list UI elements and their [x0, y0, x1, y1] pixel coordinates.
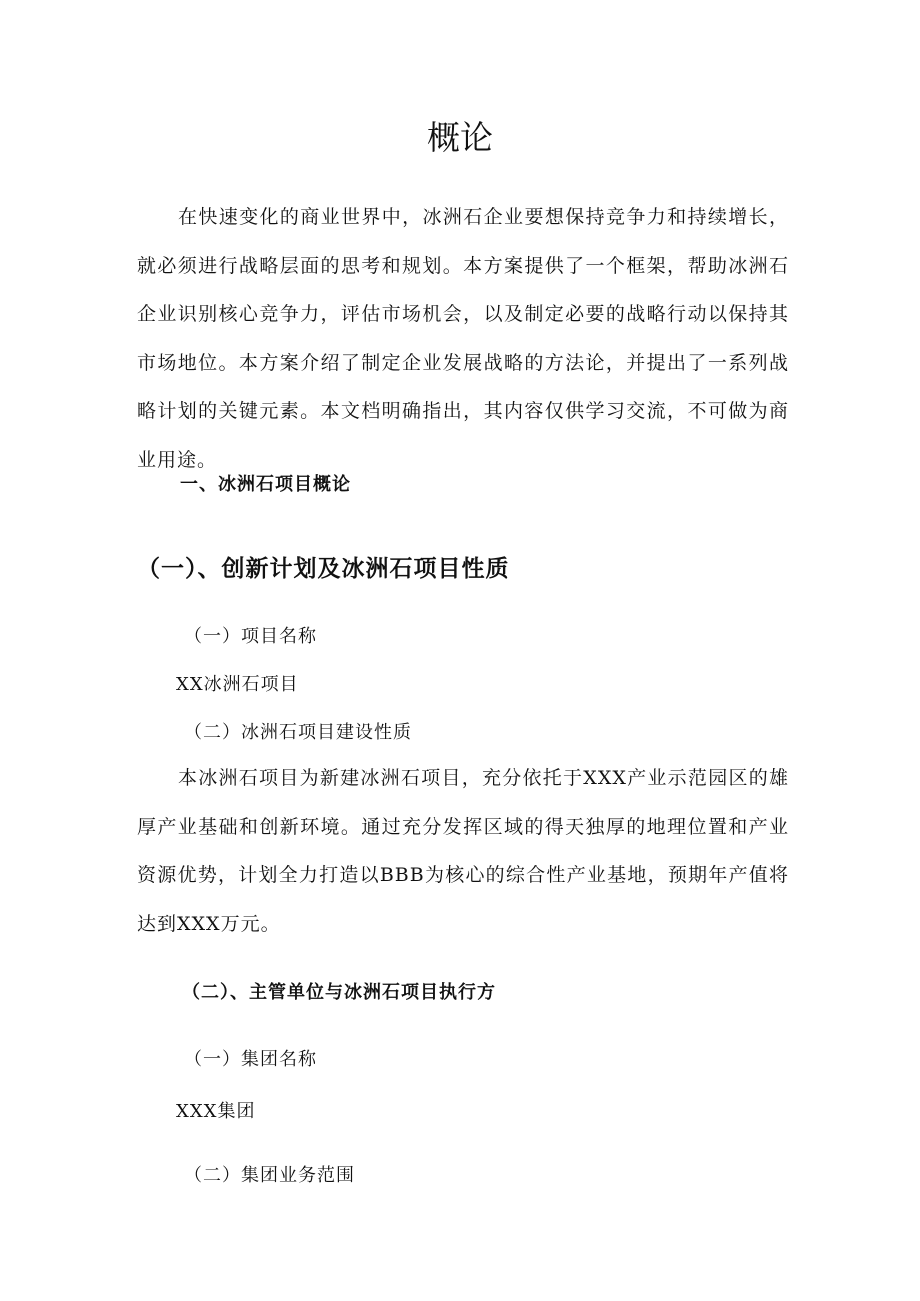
project-name-label: （一）项目名称 — [184, 626, 317, 647]
group-name-label: （一）集团名称 — [184, 1049, 317, 1070]
project-nature-label: （二）冰洲石项目建设性质 — [184, 722, 412, 743]
project-name-value: XX冰洲石项目 — [176, 674, 299, 695]
subsection-2-heading: （二）、主管单位与冰洲石项目执行方 — [182, 982, 496, 1003]
subsection-1-heading: （一）、创新计划及冰洲石项目性质 — [137, 556, 510, 582]
document-title: 概论 — [427, 118, 493, 157]
project-nature-paragraph: 本冰洲石项目为新建冰洲石项目，充分依托于XXX产业示范园区的雄厚产业基础和创新环境。通过充分发挥区域的得天独厚的地理位置和产业资源优势，计划全力打造以BBB为核心的综合性产业基地，预期年产值将达到XXX万元。 — [137, 767, 789, 935]
group-business-scope-label: （二）集团业务范围 — [184, 1165, 355, 1186]
section-1-heading: 一、冰洲石项目概论 — [180, 474, 351, 495]
group-name-value: XXX集团 — [176, 1101, 256, 1122]
intro-paragraph: 在快速变化的商业世界中，冰洲石企业要想保持竞争力和持续增长，就必须进行战略层面的思考和规划。本方案提供了一个框架，帮助冰洲石企业识别核心竞争力，评估市场机会，以及制定必要的战略行动以保持其市场地位。本方案介绍了制定企业发展战略的方法论，并提出了一系列战略计划的关键元素。本文档明确指出，其内容仅供学习交流，不可做为商业用途。 — [137, 206, 789, 471]
